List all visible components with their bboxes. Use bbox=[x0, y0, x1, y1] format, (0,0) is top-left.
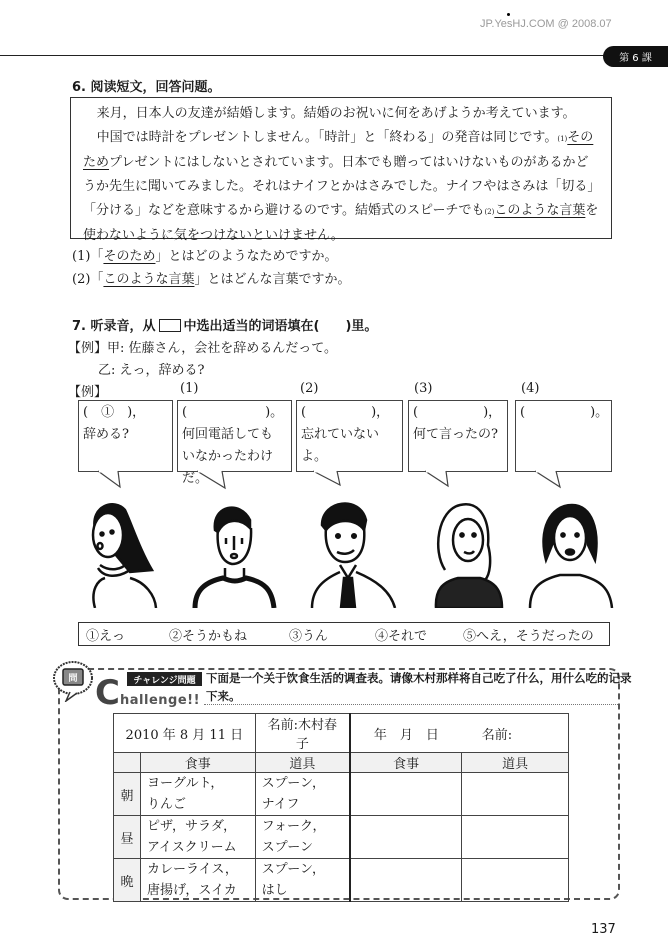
bracket-open: 「 bbox=[90, 249, 104, 264]
footnote-marker-2: (2) bbox=[484, 208, 495, 216]
underlined-phrase-1: そのため bbox=[83, 130, 594, 170]
word-choice-box bbox=[78, 622, 610, 646]
food-line: カレーライス， bbox=[146, 862, 238, 877]
challenge-instruction bbox=[206, 669, 632, 705]
passage-text: プレゼントにはしないとされています。日本でも贈ってはいけないものがあるかどうか先生に聞いてみました。それはナイフとかはさみでした。ナイフやはさみは「切る」「分ける」などを意味するから避けるのです。結婚式のスピーチでも bbox=[83, 155, 594, 218]
own-tool-cell[interactable] bbox=[462, 816, 569, 859]
question-number: (1) bbox=[72, 249, 91, 264]
people-illustrations bbox=[60, 490, 620, 608]
question-text: 」とはどのようなためですか。 bbox=[155, 249, 338, 264]
food-cell bbox=[140, 773, 255, 816]
example-name: 名前:木村春子 bbox=[255, 714, 350, 753]
own-food-cell[interactable] bbox=[350, 859, 462, 902]
person-woman-bob-hair-icon bbox=[530, 505, 612, 608]
table-row-lunch bbox=[114, 816, 569, 859]
bubble-line: 何て言ったの? bbox=[413, 427, 498, 442]
table-column-header-row bbox=[114, 753, 569, 773]
tool-line: スプーン， bbox=[261, 776, 325, 791]
dotted-rule bbox=[204, 704, 618, 705]
person-man-sweater-icon bbox=[195, 508, 274, 608]
own-food-cell[interactable] bbox=[350, 816, 462, 859]
bracket-open: 「 bbox=[90, 272, 104, 287]
choice-2: ②そうかもね bbox=[169, 628, 248, 644]
meal-label: 昼 bbox=[114, 816, 141, 859]
food-line: ヨーグルト， bbox=[146, 776, 224, 791]
meal-survey-table bbox=[113, 713, 569, 902]
table-header-row bbox=[114, 714, 569, 753]
example-label: 【例】 bbox=[68, 341, 108, 356]
passage-text: 来月，日本人の友達が結婚します。結婚のお祝いに何をあげようか考えています。 bbox=[96, 106, 576, 121]
example-date: 2010 年 8 月 11 日 bbox=[114, 714, 256, 753]
instruction-line: 下面是一个关于饮食生活的调查表。请像木村那样将自己吃了什么，用什么吃的记录 bbox=[206, 671, 632, 685]
own-name-field[interactable]: 名前: bbox=[462, 714, 569, 753]
col-header-tool-own: 道具 bbox=[462, 753, 569, 773]
choice-4: ④それで bbox=[375, 628, 428, 644]
svg-text:問: 問 bbox=[68, 674, 78, 684]
bubble-line: 忘れていないよ。 bbox=[301, 427, 380, 464]
tool-line: ナイフ bbox=[261, 797, 300, 812]
challenge-chat-icon bbox=[52, 660, 94, 702]
tool-cell bbox=[255, 859, 350, 902]
meal-label: 朝 bbox=[114, 773, 141, 816]
question-number: (2) bbox=[72, 272, 91, 287]
question-text: 」とはどんな言葉ですか。 bbox=[194, 272, 351, 287]
own-food-cell[interactable] bbox=[350, 773, 462, 816]
person-woman-long-hair-icon bbox=[93, 504, 156, 608]
bubble-label-3: (3) bbox=[414, 381, 433, 396]
choice-5: ⑤へえ，そうだったの bbox=[463, 628, 594, 644]
bubble-label-1: (1) bbox=[180, 381, 199, 396]
example-text: 甲: 佐藤さん，会社を辞めるんだって。 bbox=[107, 341, 338, 356]
challenge-logo-text: hallenge!! bbox=[120, 693, 200, 708]
footnote-marker-1: (1) bbox=[557, 135, 568, 143]
bubble-line: 辞める? bbox=[83, 427, 129, 442]
table-row-dinner bbox=[114, 859, 569, 902]
person-woman-wavy-hair-icon bbox=[436, 504, 502, 608]
page-number: 137 bbox=[591, 922, 616, 937]
bubble-line: ( ① )， bbox=[83, 405, 146, 420]
title-text: 7. 听录音，从 bbox=[72, 319, 156, 334]
choice-1: ①えっ bbox=[86, 628, 126, 644]
tool-line: スプーン， bbox=[261, 862, 325, 877]
lesson-tab: 第 6 課 bbox=[603, 46, 668, 67]
passage-text: を使わないように気をつけないといけません。 bbox=[83, 203, 599, 243]
food-cell bbox=[140, 859, 255, 902]
bubble-label-2: (2) bbox=[300, 381, 319, 396]
bubble-line: ( )。 bbox=[182, 405, 284, 420]
question-underlined: このような言葉 bbox=[103, 272, 195, 287]
bubble-label-example: 【例】 bbox=[68, 385, 108, 400]
col-header-tool: 道具 bbox=[255, 753, 350, 773]
bubble-label-4: (4) bbox=[521, 381, 540, 396]
question-underlined: そのため bbox=[103, 249, 156, 264]
tool-cell bbox=[255, 816, 350, 859]
own-tool-cell[interactable] bbox=[462, 859, 569, 902]
person-man-tie-icon bbox=[312, 504, 395, 608]
title-text: 中选出适当的词语填在( )里。 bbox=[183, 319, 378, 334]
col-header-food: 食事 bbox=[140, 753, 255, 773]
watermark: JP.YesHJ.COM @ 2008.07 bbox=[480, 18, 612, 30]
own-date-field[interactable]: 年 月 日 bbox=[350, 714, 462, 753]
bubble-line: ( )。 bbox=[520, 405, 609, 420]
challenge-logo-c: C bbox=[95, 673, 120, 713]
food-line: りんご bbox=[146, 797, 186, 812]
choice-3: ③うん bbox=[289, 628, 329, 644]
food-line: ピザ，サラダ， bbox=[146, 819, 237, 834]
underlined-phrase-2: このような言葉 bbox=[494, 203, 586, 218]
bubble-line: 何回電話しても bbox=[182, 427, 274, 442]
bubble-line: いなかったわけだ。 bbox=[182, 449, 274, 486]
passage-text: 中国では時計をプレゼントしません。「時計」と「終わる」の発音は同じです。 bbox=[96, 130, 558, 145]
example-line-b: 乙: えっ，辞める? bbox=[98, 363, 205, 378]
tool-cell bbox=[255, 773, 350, 816]
table-row-breakfast bbox=[114, 773, 569, 816]
own-tool-cell[interactable] bbox=[462, 773, 569, 816]
challenge-badge: チャレンジ問題 bbox=[127, 672, 202, 686]
tool-line: スプーン bbox=[261, 840, 314, 855]
food-line: アイスクリーム bbox=[146, 840, 237, 855]
bubble-line: ( )， bbox=[301, 405, 390, 420]
food-cell bbox=[140, 816, 255, 859]
col-header-food-own: 食事 bbox=[350, 753, 462, 773]
food-line: 唐揚げ，スイカ bbox=[146, 883, 237, 898]
meal-label: 晩 bbox=[114, 859, 141, 902]
section6-title: 6. 阅读短文，回答问题。 bbox=[72, 80, 221, 95]
tool-line: はし bbox=[261, 883, 288, 898]
bubble-line: ( )， bbox=[413, 405, 502, 420]
instruction-line: 下来。 bbox=[206, 689, 241, 703]
tool-line: フォーク， bbox=[261, 819, 326, 834]
empty-corner bbox=[114, 753, 141, 773]
